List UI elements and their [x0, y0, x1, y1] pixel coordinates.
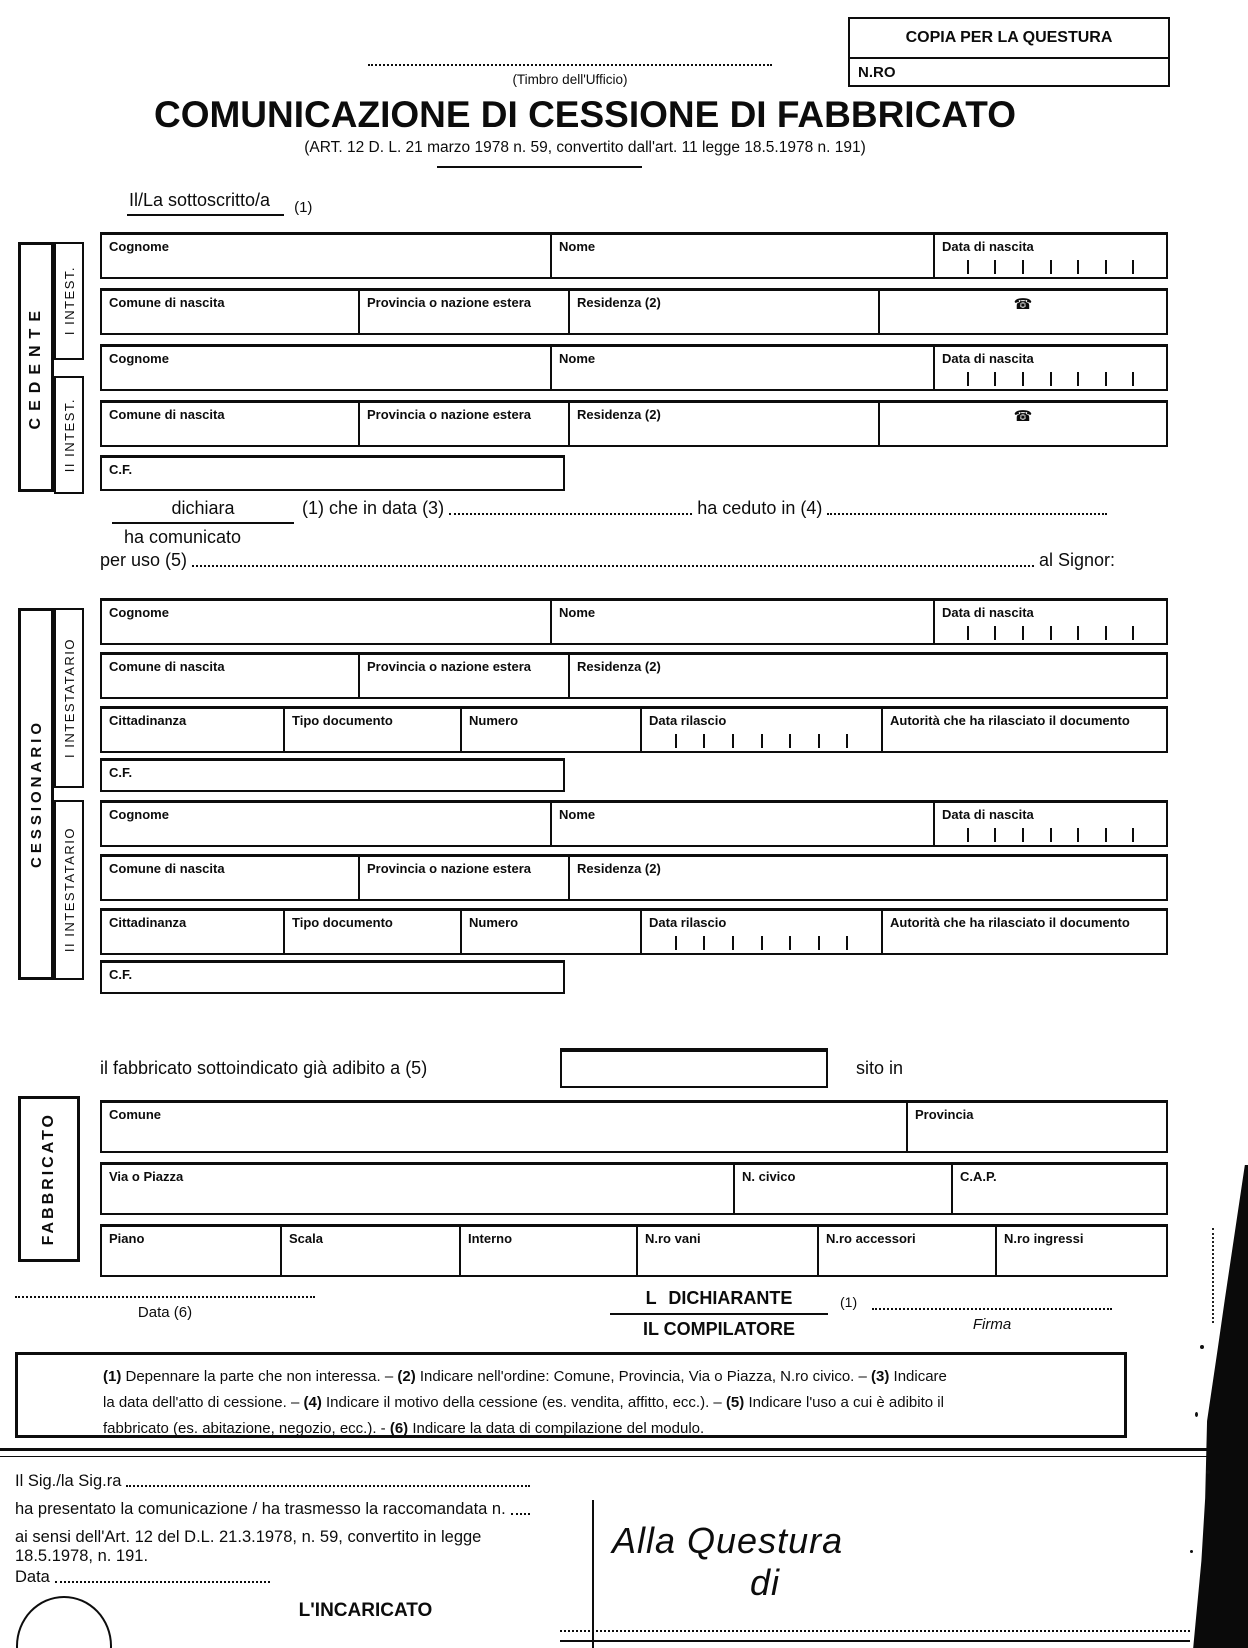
- cessionario-ii-label: II INTESTATARIO: [61, 827, 77, 953]
- cedente1-birth-row: [100, 288, 1168, 335]
- cedente-label: CEDENTE: [27, 304, 44, 430]
- form-title: COMUNICAZIONE DI CESSIONE DI FABBRICATO: [153, 94, 1016, 135]
- cessionario-i-label: I INTESTATARIO: [61, 638, 77, 758]
- cognome-label: Cognome: [109, 605, 169, 620]
- cedente2-provincia-field[interactable]: [360, 403, 570, 445]
- cognome-label: Cognome: [109, 807, 169, 822]
- cedente2-cognome-field[interactable]: [102, 347, 552, 389]
- cessionario1-provincia-field[interactable]: [360, 655, 570, 697]
- raccomandata-number-fill[interactable]: [511, 1512, 530, 1515]
- nome-label: Nome: [559, 351, 596, 366]
- subscriber-line: [127, 190, 312, 216]
- stamp-fill-line[interactable]: [368, 64, 772, 66]
- cessionario1-document-row: [100, 706, 1168, 753]
- cessionario1-cognome-field[interactable]: [102, 601, 552, 643]
- nro-field[interactable]: [850, 59, 1168, 85]
- provincia-nazione-label: Provincia o nazione estera: [367, 659, 532, 674]
- sidebar-cedente: [18, 242, 54, 492]
- cedente2-nome-field[interactable]: [552, 347, 935, 389]
- questura-city-underline: [560, 1640, 1190, 1642]
- residenza-label: Residenza (2): [577, 861, 661, 876]
- cessionario1-data-rilascio-field[interactable]: [642, 709, 883, 751]
- tipo-documento-label: Tipo documento: [292, 713, 393, 728]
- scan-artifact-dark-edge: [1185, 1165, 1248, 1648]
- fabbricato-accessori-field[interactable]: [819, 1227, 997, 1275]
- data-di-nascita-label: Data di nascita: [942, 605, 1034, 620]
- autorita-label: Autorità che ha rilasciato il documento: [890, 915, 1130, 930]
- data-rilascio-label: Data rilascio: [649, 915, 727, 930]
- fabbricato-comune-row: [100, 1100, 1168, 1153]
- nome-label: Nome: [559, 239, 596, 254]
- subtitle-underline: [437, 166, 642, 168]
- stamp-circle: [16, 1596, 112, 1648]
- firma-label: Firma: [972, 1316, 1012, 1333]
- fabbricato-via-field[interactable]: [102, 1165, 735, 1213]
- sidebar-fabbricato: [18, 1096, 80, 1262]
- cedente1-comune-nascita-field[interactable]: [102, 291, 360, 333]
- provincia-nazione-label: Provincia o nazione estera: [367, 295, 532, 310]
- date-tick-marks: [642, 930, 881, 953]
- fabbricato-ingressi-field[interactable]: [997, 1227, 1166, 1275]
- sito-in-label: sito in: [856, 1058, 904, 1078]
- phone-icon: ☎: [1013, 408, 1033, 425]
- via-o-piazza-label: Via o Piazza: [109, 1169, 184, 1184]
- sig-label: Il Sig./la Sig.ra: [15, 1472, 122, 1490]
- al-signor-label: al Signor:: [1038, 550, 1115, 570]
- cessionario2-cognome-field[interactable]: [102, 803, 552, 845]
- cessionario2-tipo-documento-field[interactable]: [285, 911, 462, 953]
- dichiarante-compilatore-block: [610, 1288, 828, 1340]
- cessionario1-nome-field[interactable]: [552, 601, 935, 643]
- per-uso-line: [100, 550, 1115, 571]
- per-uso-label: per uso (5): [100, 550, 188, 570]
- receipt-name-line: [15, 1472, 535, 1491]
- scan-noise: [1206, 1470, 1210, 1474]
- fabbricato-intro-label: il fabbricato sottoindicato già adibito a (5): [100, 1058, 428, 1078]
- data-di-nascita-label: Data di nascita: [942, 351, 1034, 366]
- fabbricato-comune-field[interactable]: [102, 1103, 908, 1151]
- sig-name-fill[interactable]: [126, 1484, 530, 1487]
- cessionario2-autorita-field[interactable]: [883, 911, 1166, 953]
- comune-di-nascita-label: Comune di nascita: [109, 407, 225, 422]
- sidebar-cedente-ii-intest: [54, 376, 84, 494]
- phone-icon: ☎: [1013, 296, 1033, 313]
- fabbricato-interno-field[interactable]: [461, 1227, 638, 1275]
- date-tick-marks: [935, 254, 1166, 277]
- cessionario1-numero-field[interactable]: [462, 709, 642, 751]
- alla-questura-label: Alla Questura: [612, 1520, 844, 1561]
- provincia-nazione-label: Provincia o nazione estera: [367, 407, 532, 422]
- per-uso-fill[interactable]: [192, 564, 1034, 567]
- fabbricato-ncivico-field[interactable]: [735, 1165, 953, 1213]
- questura-city-fill[interactable]: [560, 1630, 1190, 1632]
- firma-fill-line[interactable]: [872, 1308, 1112, 1310]
- cedente1-nome-field[interactable]: [552, 235, 935, 277]
- receipt-date-fill[interactable]: [55, 1580, 270, 1583]
- cedente1-data-nascita-field[interactable]: [935, 235, 1166, 277]
- nome-label: Nome: [559, 807, 596, 822]
- data-label: Data: [15, 1568, 50, 1586]
- uso-fabbricato-box[interactable]: [560, 1048, 828, 1088]
- cf-label: C.F.: [109, 765, 133, 780]
- cession-date-line: [302, 498, 1112, 519]
- cessionario2-document-row: [100, 908, 1168, 955]
- autorita-label: Autorità che ha rilasciato il documento: [890, 713, 1130, 728]
- stamp-caption: (Timbro dell'Ufficio): [512, 72, 628, 87]
- nro-accessori-label: N.ro accessori: [826, 1231, 916, 1246]
- cessionario1-cf-row: [100, 758, 565, 792]
- cessionario1-name-row: [100, 598, 1168, 645]
- fabbricato-piano-field[interactable]: [102, 1227, 282, 1275]
- cessionario1-comune-nascita-field[interactable]: [102, 655, 360, 697]
- footnotes-box: [15, 1352, 1127, 1438]
- cedente1-name-row: [100, 232, 1168, 279]
- alla-questura-block: [612, 1520, 843, 1604]
- cession-reason-fill[interactable]: [827, 512, 1107, 515]
- cessionario1-autorita-field[interactable]: [883, 709, 1166, 751]
- cittadinanza-label: Cittadinanza: [109, 713, 187, 728]
- raccomandata-label: ha presentato la comunicazione / ha trasmesso la raccomandata n.: [15, 1500, 506, 1518]
- cessionario2-cf-row: [100, 960, 565, 994]
- ha-comunicato-label: ha comunicato: [124, 527, 242, 547]
- fabbricato-vani-field[interactable]: [638, 1227, 819, 1275]
- compilatore-label: IL COMPILATORE: [642, 1319, 795, 1339]
- cessionario2-birth-row: [100, 854, 1168, 901]
- cf-label: C.F.: [109, 967, 133, 982]
- subscriber-label: Il/La sottoscritto/a: [127, 190, 284, 216]
- cedente1-cognome-field[interactable]: [102, 235, 552, 277]
- cessionario1-cittadinanza-field[interactable]: [102, 709, 285, 751]
- fabbricato-label: FABBRICATO: [40, 1112, 57, 1246]
- cessionario1-birth-row: [100, 652, 1168, 699]
- dichiara-label: dichiara: [112, 498, 294, 524]
- sidebar-cessionario: [18, 608, 54, 980]
- cessionario2-nome-field[interactable]: [552, 803, 935, 845]
- cessionario2-comune-nascita-field[interactable]: [102, 857, 360, 899]
- comune-di-nascita-label: Comune di nascita: [109, 861, 225, 876]
- cognome-label: Cognome: [109, 351, 169, 366]
- n-civico-label: N. civico: [742, 1169, 796, 1184]
- fabbricato-dettagli-row: [100, 1224, 1168, 1277]
- cedente1-provincia-field[interactable]: [360, 291, 570, 333]
- cessionario2-cittadinanza-field[interactable]: [102, 911, 285, 953]
- fabbricato-cap-field[interactable]: [953, 1165, 1166, 1213]
- data-di-nascita-label: Data di nascita: [942, 239, 1034, 254]
- cessionario2-name-row: [100, 800, 1168, 847]
- comune-label: Comune: [109, 1107, 161, 1122]
- cedente1-residenza-field[interactable]: [570, 291, 880, 333]
- che-in-data-label: (1) che in data (3): [302, 498, 445, 518]
- compile-date-fill[interactable]: [15, 1296, 315, 1298]
- note-ref-1: (1): [840, 1294, 858, 1310]
- date-tick-marks: [642, 728, 881, 751]
- sidebar-cessionario-ii: [54, 800, 84, 980]
- cessionario2-provincia-field[interactable]: [360, 857, 570, 899]
- cessionario1-cf-field[interactable]: [102, 761, 563, 790]
- cessionario1-residenza-field[interactable]: [570, 655, 1166, 697]
- numero-label: Numero: [469, 915, 519, 930]
- date-tick-marks: [935, 822, 1166, 845]
- section-divider-thin: [0, 1456, 1248, 1457]
- dichiara-choice-block: [112, 498, 294, 548]
- numero-label: Numero: [469, 713, 519, 728]
- cessionario-label: CESSIONARIO: [27, 719, 45, 869]
- fabbricato-via-row: [100, 1162, 1168, 1215]
- tipo-documento-label: Tipo documento: [292, 915, 393, 930]
- piano-label: Piano: [109, 1231, 145, 1246]
- data-rilascio-label: Data rilascio: [649, 713, 727, 728]
- note-ref-1: (1): [294, 199, 313, 216]
- cedente2-residenza-field[interactable]: [570, 403, 880, 445]
- fabbricato-provincia-field[interactable]: [908, 1103, 1166, 1151]
- cessionario1-tipo-documento-field[interactable]: [285, 709, 462, 751]
- comune-di-nascita-label: Comune di nascita: [109, 659, 225, 674]
- receipt-law-line: ai sensi dell'Art. 12 del D.L. 21.3.1978, n. 59, convertito in legge 18.5.1978, n. 191.: [15, 1528, 482, 1565]
- cedente2-comune-nascita-field[interactable]: [102, 403, 360, 445]
- cessionario2-numero-field[interactable]: [462, 911, 642, 953]
- cedente2-telefono-field[interactable]: [880, 403, 1166, 445]
- nro-ingressi-label: N.ro ingressi: [1004, 1231, 1084, 1246]
- residenza-label: Residenza (2): [577, 659, 661, 674]
- sidebar-cedente-i-intest: [54, 242, 84, 360]
- residenza-label: Residenza (2): [577, 407, 661, 422]
- cessionario2-data-nascita-field[interactable]: [935, 803, 1166, 845]
- copy-for-questura-box: [848, 17, 1170, 87]
- footnote-line-1: (1) Depennare la parte che non interessa. – (2) Indicare nell'ordine: Comune, Provincia, Via o Piazza, N.ro civico. – (3) Indicare: [103, 1368, 947, 1385]
- form-subtitle: (ART. 12 D. L. 21 marzo 1978 n. 59, convertito dall'art. 11 legge 18.5.1978 n. 191): [304, 139, 866, 156]
- cessionario2-cf-field[interactable]: [102, 963, 563, 992]
- bottom-divider-line: [592, 1500, 594, 1648]
- provincia-label: Provincia: [915, 1107, 974, 1122]
- dichiarante-label: L DICHIARANTE: [610, 1288, 828, 1315]
- date-tick-marks: [935, 620, 1166, 643]
- provincia-nazione-label: Provincia o nazione estera: [367, 861, 532, 876]
- cedente2-data-nascita-field[interactable]: [935, 347, 1166, 389]
- comune-di-nascita-label: Comune di nascita: [109, 295, 225, 310]
- copy-for-questura-label: COPIA PER LA QUESTURA: [850, 19, 1168, 59]
- scan-noise: [1200, 1345, 1204, 1349]
- cessionario2-data-rilascio-field[interactable]: [642, 911, 883, 953]
- footnote-line-2: la data dell'atto di cessione. – (4) Indicare il motivo della cessione (es. vendita, affitto, ecc.). – (5) Indicare l'uso a cui è adibito il: [103, 1394, 944, 1411]
- scan-noise: [1195, 1412, 1198, 1417]
- cedente1-telefono-field[interactable]: [880, 291, 1166, 333]
- footnote-line-3: fabbricato (es. abitazione, negozio, ecc.). - (6) Indicare la data di compilazione del modulo.: [103, 1420, 705, 1437]
- receipt-date-line: [15, 1568, 275, 1587]
- cessionario2-residenza-field[interactable]: [570, 857, 1166, 899]
- cap-label: C.A.P.: [960, 1169, 997, 1184]
- cedente2-birth-row: [100, 400, 1168, 447]
- section-divider: [0, 1448, 1248, 1451]
- nro-label: N.RO: [858, 63, 896, 81]
- fabbricato-scala-field[interactable]: [282, 1227, 461, 1275]
- cf-label: C.F.: [109, 462, 133, 477]
- scan-noise: [1190, 1550, 1193, 1553]
- data-di-nascita-label: Data di nascita: [942, 807, 1034, 822]
- cedente-ii-label: II INTEST.: [61, 397, 77, 473]
- data6-label: Data (6): [137, 1304, 193, 1321]
- cedente-cf-field[interactable]: [102, 458, 563, 489]
- cedente2-name-row: [100, 344, 1168, 391]
- sidebar-cessionario-i: [54, 608, 84, 788]
- receipt-raccomandata-line: [15, 1500, 535, 1519]
- cedente-i-label: I INTEST.: [61, 266, 77, 336]
- cedente-cf-row: [100, 455, 565, 491]
- incaricato-label: L'INCARICATO: [298, 1600, 433, 1621]
- cessionario1-data-nascita-field[interactable]: [935, 601, 1166, 643]
- nro-vani-label: N.ro vani: [645, 1231, 701, 1246]
- cittadinanza-label: Cittadinanza: [109, 915, 187, 930]
- cession-date-fill[interactable]: [449, 512, 692, 515]
- scan-artifact-dotted-line: [1212, 1228, 1214, 1323]
- cognome-label: Cognome: [109, 239, 169, 254]
- nome-label: Nome: [559, 605, 596, 620]
- date-tick-marks: [935, 366, 1166, 389]
- ha-ceduto-label: ha ceduto in (4): [697, 498, 823, 518]
- scala-label: Scala: [289, 1231, 323, 1246]
- residenza-label: Residenza (2): [577, 295, 661, 310]
- questura-di-label: di: [750, 1562, 781, 1603]
- interno-label: Interno: [468, 1231, 513, 1246]
